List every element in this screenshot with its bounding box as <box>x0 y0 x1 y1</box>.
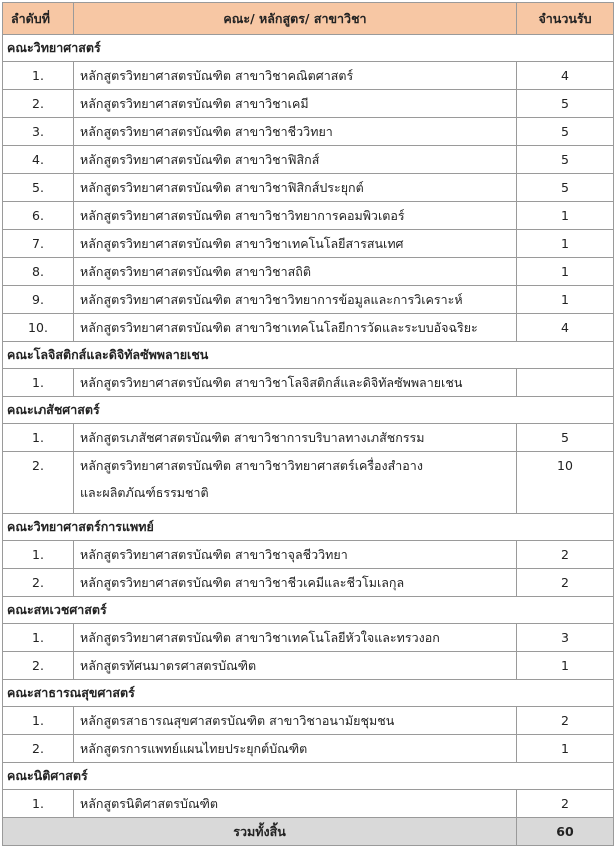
header-quota: จำนวนรับ <box>517 3 614 35</box>
quota-value: 5 <box>517 146 614 174</box>
quota-value: 1 <box>517 735 614 763</box>
table-row <box>3 652 614 680</box>
quota-value: 1 <box>517 202 614 230</box>
program-name-cell <box>74 146 517 174</box>
quota-value: 2 <box>517 707 614 735</box>
program-name: หลักสูตรวิทยาศาสตรบัณฑิต สาขาวิชาคณิตศาสตร์ <box>80 67 354 83</box>
faculty-name: คณะสาธารณสุขศาสตร์ <box>3 680 614 707</box>
faculty-name: คณะวิทยาศาสตร์ <box>3 35 614 62</box>
header-order: ลำดับที่ <box>3 3 74 35</box>
program-name: หลักสูตรวิทยาศาสตรบัณฑิต สาขาวิชาวิทยาการคอมพิวเตอร์ <box>80 207 405 223</box>
program-name-cell <box>74 202 517 230</box>
row-number: 4. <box>3 146 74 174</box>
row-number: 1. <box>3 707 74 735</box>
program-name: หลักสูตรวิทยาศาสตรบัณฑิต สาขาวิชาฟิสิกส์ <box>80 151 320 167</box>
quota-value: 2 <box>517 541 614 569</box>
program-name: หลักสูตรนิติศาสตรบัณฑิต <box>80 795 219 811</box>
table-row <box>3 230 614 258</box>
faculty-name: คณะนิติศาสตร์ <box>3 763 614 790</box>
quota-value: 5 <box>517 118 614 146</box>
program-name-cell <box>74 62 517 90</box>
program-name: หลักสูตรวิทยาศาสตรบัณฑิต สาขาวิชาจุลชีววิทยา <box>80 546 348 562</box>
faculty-row <box>3 597 614 624</box>
row-number: 1. <box>3 369 74 397</box>
program-name-cell <box>74 624 517 652</box>
program-name: หลักสูตรวิทยาศาสตรบัณฑิต สาขาวิชาเทคโนโลยีการวัดและระบบอัจฉริยะ <box>80 319 478 335</box>
faculty-row <box>3 763 614 790</box>
table-row <box>3 62 614 90</box>
program-name-cell <box>74 541 517 569</box>
faculty-name: คณะสหเวชศาสตร์ <box>3 597 614 624</box>
admission-quota-table <box>2 2 614 846</box>
program-name-cell <box>74 569 517 597</box>
program-name-cell <box>74 118 517 146</box>
row-number: 8. <box>3 258 74 286</box>
table-row <box>3 541 614 569</box>
program-name-cell <box>74 90 517 118</box>
row-number: 2. <box>3 569 74 597</box>
program-name-cell <box>74 652 517 680</box>
table-row <box>3 174 614 202</box>
quota-value: 5 <box>517 174 614 202</box>
program-name-cell <box>74 424 517 452</box>
table-row <box>3 146 614 174</box>
program-name: หลักสูตรวิทยาศาสตรบัณฑิต สาขาวิชาเทคโนโลยีสารสนเทศ <box>80 235 404 251</box>
row-number: 1. <box>3 790 74 818</box>
program-name: หลักสูตรวิทยาศาสตรบัณฑิต สาขาวิชาวิทยาศาสตร์เครื่องสำอาง <box>80 458 423 473</box>
table-header-row <box>3 3 614 35</box>
table-row <box>3 569 614 597</box>
program-name-cell <box>74 735 517 763</box>
row-number: 1. <box>3 424 74 452</box>
row-number: 3. <box>3 118 74 146</box>
program-name-cell <box>74 790 517 818</box>
quota-value: 2 <box>517 569 614 597</box>
row-number: 2. <box>3 90 74 118</box>
faculty-row <box>3 35 614 62</box>
total-row <box>3 818 614 846</box>
program-name-cell <box>74 707 517 735</box>
quota-value: 1 <box>517 652 614 680</box>
row-number: 10. <box>3 314 74 342</box>
program-name-cell <box>74 452 517 514</box>
quota-value: 1 <box>517 286 614 314</box>
program-name: หลักสูตรวิทยาศาสตรบัณฑิต สาขาวิชาเคมี <box>80 95 309 111</box>
table-row <box>3 707 614 735</box>
quota-value: 5 <box>517 424 614 452</box>
quota-value: 4 <box>517 62 614 90</box>
program-name: หลักสูตรสาธารณสุขศาสตรบัณฑิต สาขาวิชาอนามัยชุมชน <box>80 712 395 728</box>
faculty-row <box>3 397 614 424</box>
header-program: คณะ/ หลักสูตร/ สาขาวิชา <box>74 3 517 35</box>
quota-value: 2 <box>517 790 614 818</box>
program-name-cell <box>74 369 517 397</box>
table-row <box>3 452 614 514</box>
table-row <box>3 624 614 652</box>
program-name: หลักสูตรวิทยาศาสตรบัณฑิต สาขาวิชาชีวเคมีและชีวโมเลกุล <box>80 574 405 590</box>
quota-value: 5 <box>517 90 614 118</box>
table-row <box>3 90 614 118</box>
row-number: 2. <box>3 735 74 763</box>
program-name-cell <box>74 258 517 286</box>
table-row <box>3 314 614 342</box>
program-name-cell <box>74 286 517 314</box>
program-name-cell <box>74 174 517 202</box>
row-number: 2. <box>3 652 74 680</box>
program-name: หลักสูตรเภสัชศาสตรบัณฑิต สาขาวิชาการบริบาลทางเภสัชกรรม <box>80 429 425 445</box>
row-number: 1. <box>3 62 74 90</box>
table-row <box>3 424 614 452</box>
quota-value: 10 <box>517 452 614 514</box>
faculty-row <box>3 680 614 707</box>
total-label: รวมทั้งสิ้น <box>3 818 517 846</box>
program-name-cell <box>74 314 517 342</box>
program-name: หลักสูตรวิทยาศาสตรบัณฑิต สาขาวิชาชีววิทยา <box>80 123 333 139</box>
table-row <box>3 790 614 818</box>
faculty-name: คณะโลจิสติกส์และดิจิทัลซัพพลายเชน <box>3 342 614 369</box>
program-name: หลักสูตรทัศนมาตรศาสตรบัณฑิต <box>80 657 257 673</box>
quota-value <box>517 369 614 397</box>
program-name: หลักสูตรวิทยาศาสตรบัณฑิต สาขาวิชาสถิติ <box>80 263 311 279</box>
table-body <box>3 35 614 818</box>
row-number: 7. <box>3 230 74 258</box>
row-number: 9. <box>3 286 74 314</box>
quota-value: 4 <box>517 314 614 342</box>
total-value: 60 <box>517 818 614 846</box>
program-name-cell <box>74 230 517 258</box>
row-number: 1. <box>3 624 74 652</box>
faculty-name: คณะเภสัชศาสตร์ <box>3 397 614 424</box>
table-row <box>3 735 614 763</box>
quota-value: 1 <box>517 230 614 258</box>
row-number: 2. <box>3 452 74 514</box>
program-name: หลักสูตรวิทยาศาสตรบัณฑิต สาขาวิชาวิทยาการข้อมูลและการวิเคราะห์ <box>80 291 463 307</box>
table-row <box>3 286 614 314</box>
quota-value: 3 <box>517 624 614 652</box>
table-row <box>3 258 614 286</box>
program-name-continued: และผลิตภัณฑ์ธรรมชาติ <box>80 485 209 500</box>
faculty-name: คณะวิทยาศาสตร์การแพทย์ <box>3 514 614 541</box>
table-row <box>3 369 614 397</box>
table-row <box>3 202 614 230</box>
program-name: หลักสูตรการแพทย์แผนไทยประยุกต์บัณฑิต <box>80 740 308 756</box>
row-number: 5. <box>3 174 74 202</box>
row-number: 6. <box>3 202 74 230</box>
quota-value: 1 <box>517 258 614 286</box>
faculty-row <box>3 342 614 369</box>
program-name: หลักสูตรวิทยาศาสตรบัณฑิต สาขาวิชาเทคโนโลยีหัวใจและทรวงอก <box>80 629 440 645</box>
row-number: 1. <box>3 541 74 569</box>
program-name: หลักสูตรวิทยาศาสตรบัณฑิต สาขาวิชาโลจิสติกส์และดิจิทัลซัพพลายเชน <box>80 374 463 390</box>
program-name: หลักสูตรวิทยาศาสตรบัณฑิต สาขาวิชาฟิสิกส์ประยุกต์ <box>80 179 364 195</box>
faculty-row <box>3 514 614 541</box>
table-row <box>3 118 614 146</box>
